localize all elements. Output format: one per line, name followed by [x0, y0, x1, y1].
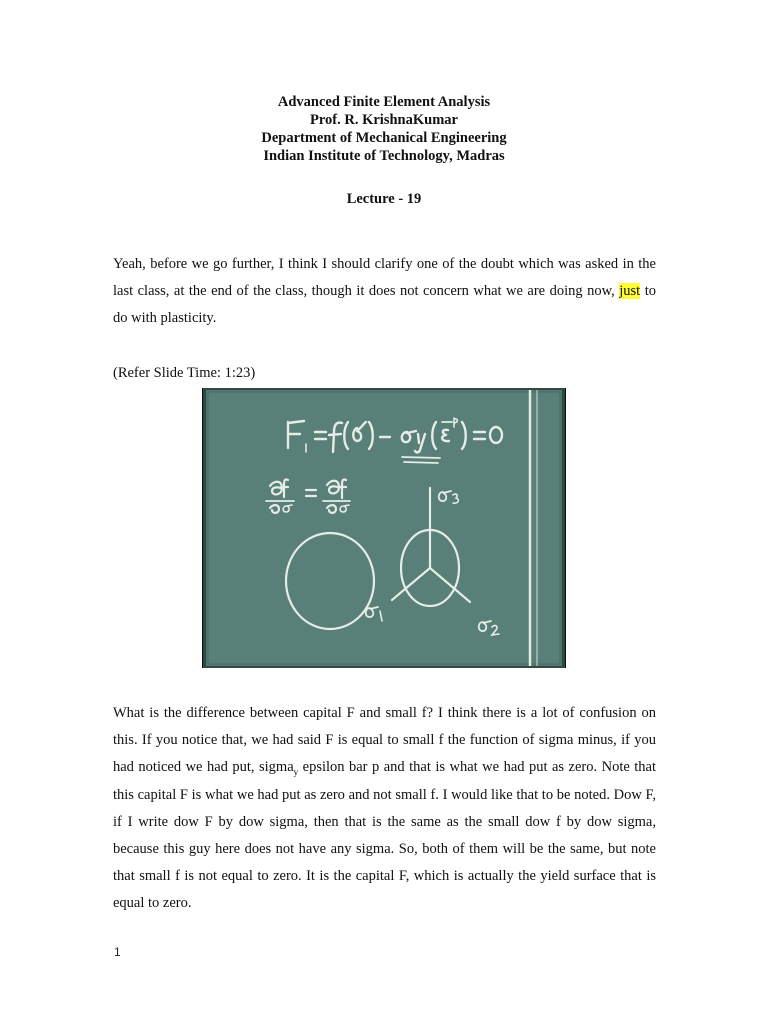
- lecture-slide-image: [202, 388, 566, 668]
- paragraph-intro-text-a: Yeah, before we go further, I think I should clarify one of the doubt which was asked in the last class, at the end of the class, though it does not concern what we are doing now,: [113, 256, 656, 300]
- lecture-number: Lecture - 19: [346, 191, 422, 207]
- paragraph-explanation-text-a: What is the difference between capital F and small f? I think there is a lot of confusion on this. If you notice that, we had said F is equal to small f the function of sigma minus, if you had noticed we had put, sigma: [113, 705, 656, 776]
- paragraph-explanation-text-b: epsilon bar p and that is what we had put as zero. Note that this capital F is what we had put as zero and not small f. I would like that to be noted. Dow F, if I write dow F by dow sigma, then that is the same as the small dow f by dow sigma, because this guy here does not have any sigma. So, both of them will be the same, but note that small f is not equal to zero. It is the capital F, which is actually the yield surface that is equal to zero.: [113, 759, 657, 912]
- slide-reference: (Refer Slide Time: 1:23): [113, 365, 256, 381]
- page-number: 1: [114, 945, 121, 959]
- highlighted-word: just: [619, 283, 641, 300]
- paragraph-intro-text-b: to do with plasticity.: [113, 283, 656, 327]
- document-header: [0, 93, 768, 165]
- paragraph-explanation: [113, 700, 656, 918]
- paragraph-intro: [113, 251, 656, 333]
- institute-name: Indian Institute of Technology, Madras: [263, 148, 505, 164]
- course-title: Advanced Finite Element Analysis: [277, 94, 491, 110]
- professor-name: Prof. R. KrishnaKumar: [310, 112, 458, 128]
- department-name: Department of Mechanical Engineering: [261, 130, 507, 146]
- chalkboard: [206, 390, 562, 666]
- subscript-y: y: [293, 767, 299, 778]
- chalkboard-drawing: [202, 388, 566, 668]
